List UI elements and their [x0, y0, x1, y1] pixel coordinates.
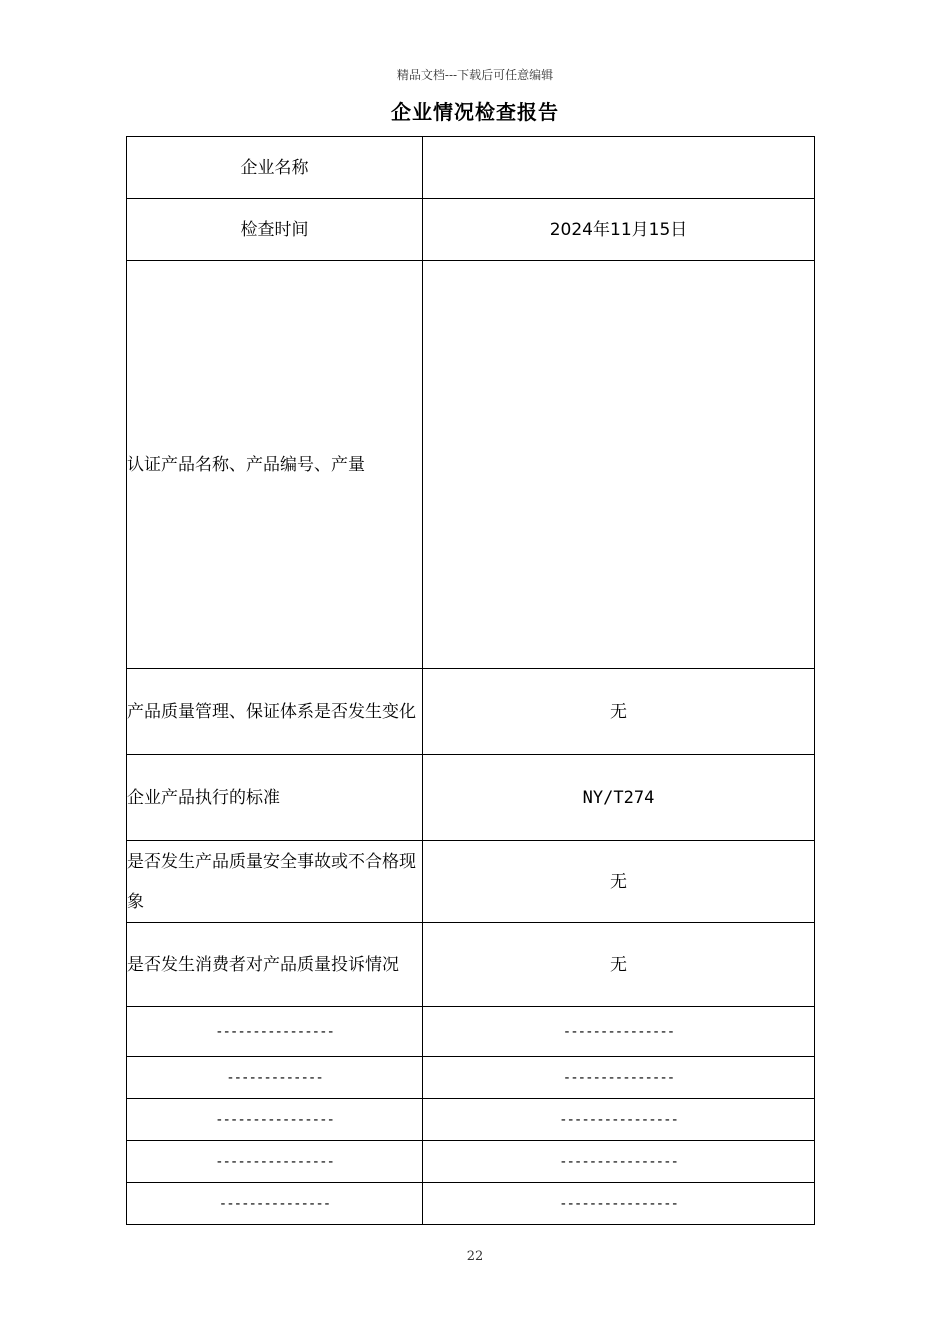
value-quality-system-change[interactable]: 无 — [423, 669, 815, 755]
dash-cell-left: ---------------- — [127, 1099, 423, 1141]
table-row — [127, 923, 815, 1007]
label-quality-system-change: 产品质量管理、保证体系是否发生变化 — [127, 669, 423, 755]
label-product-standard: 企业产品执行的标准 — [127, 755, 423, 841]
label-inspection-time: 检查时间 — [127, 199, 423, 261]
dash-cell-left: ---------------- — [127, 1007, 423, 1057]
dash-cell-right: --------------- — [423, 1057, 815, 1099]
document-title: 企业情况检查报告 — [391, 100, 559, 124]
table-row — [127, 1007, 815, 1057]
label-company-name: 企业名称 — [127, 137, 423, 199]
inspection-report-table — [126, 136, 815, 1225]
dash-cell-right: --------------- — [423, 1007, 815, 1057]
table-row — [127, 199, 815, 261]
table-row — [127, 669, 815, 755]
label-consumer-complaints: 是否发生消费者对产品质量投诉情况 — [127, 923, 423, 1007]
table-row — [127, 755, 815, 841]
dash-cell-right: ---------------- — [423, 1183, 815, 1225]
label-certified-products: 认证产品名称、产品编号、产量 — [127, 261, 423, 669]
value-inspection-time[interactable]: 2024年11月15日 — [423, 199, 815, 261]
value-certified-products[interactable] — [423, 261, 815, 669]
dash-cell-right: ---------------- — [423, 1099, 815, 1141]
header-note: 精品文档---下载后可任意编辑 — [396, 68, 554, 82]
value-safety-incident[interactable]: 无 — [423, 841, 815, 923]
dash-cell-right: ---------------- — [423, 1141, 815, 1183]
table-row — [127, 1057, 815, 1099]
table-row — [127, 137, 815, 199]
label-safety-incident: 是否发生产品质量安全事故或不合格现象 — [127, 841, 423, 923]
table-row — [127, 1141, 815, 1183]
value-product-standard[interactable]: NY/T274 — [423, 755, 815, 841]
value-consumer-complaints[interactable]: 无 — [423, 923, 815, 1007]
dash-cell-left: --------------- — [127, 1183, 423, 1225]
table-row — [127, 841, 815, 923]
dash-cell-left: ------------- — [127, 1057, 423, 1099]
page-number: 22 — [466, 1249, 484, 1264]
table-row — [127, 1183, 815, 1225]
table-row — [127, 261, 815, 669]
dash-cell-left: ---------------- — [127, 1141, 423, 1183]
value-company-name[interactable] — [423, 137, 815, 199]
table-row — [127, 1099, 815, 1141]
